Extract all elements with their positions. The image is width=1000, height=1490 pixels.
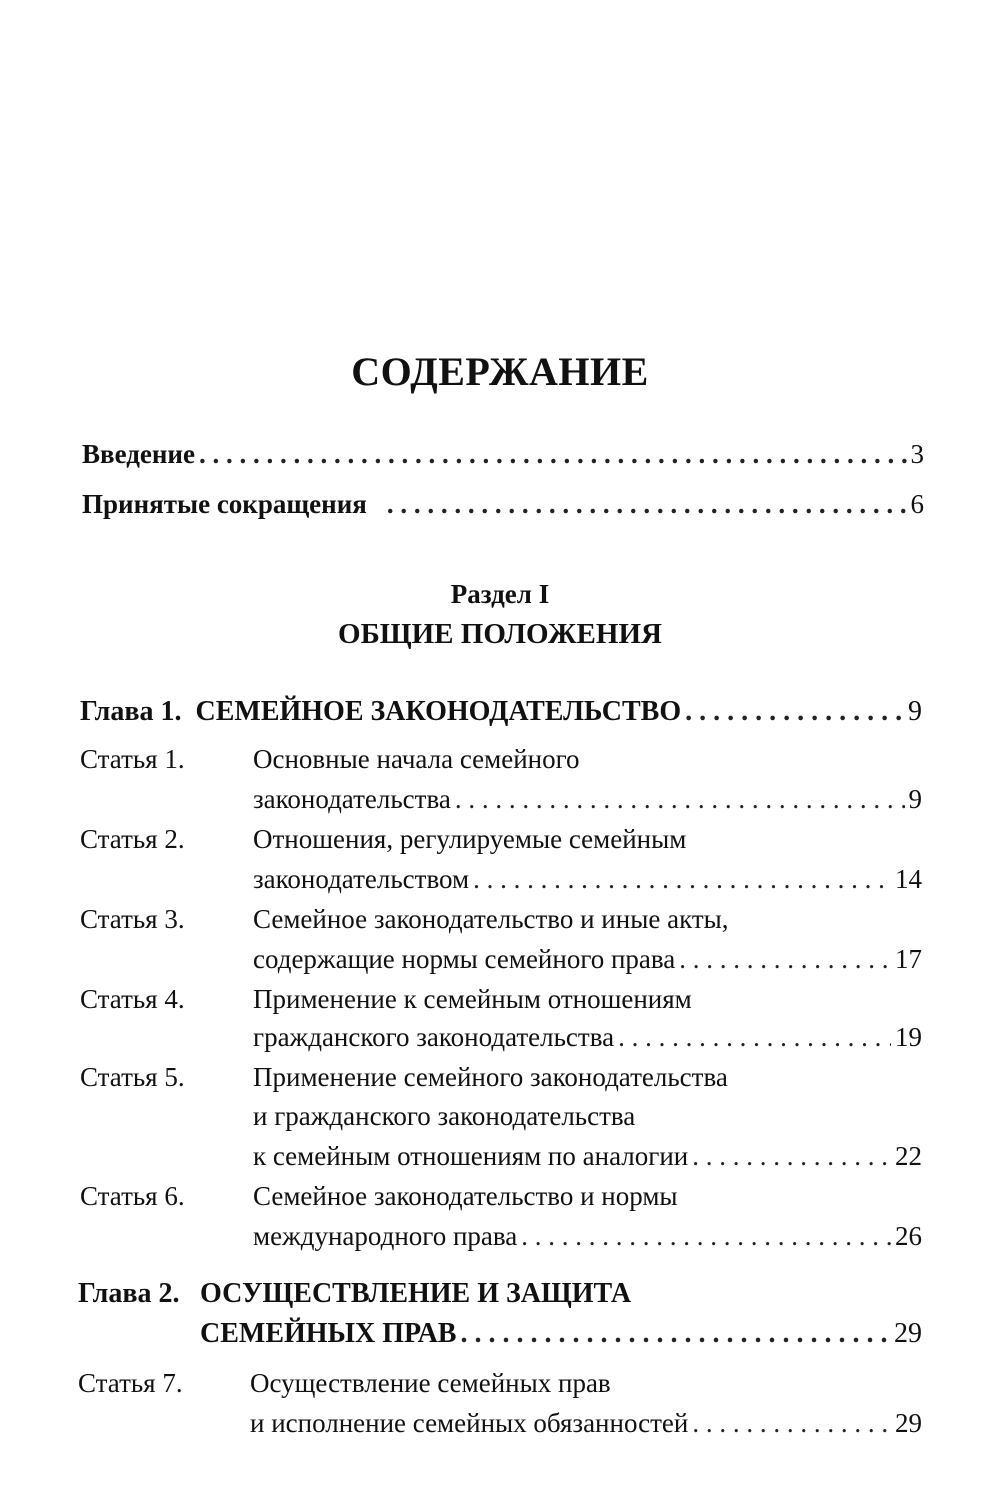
article-page: 19 [895,1022,922,1052]
article-page: 22 [895,1141,922,1171]
toc-entry-article-2[interactable] [253,862,922,896]
article-title-line: Основные начала семейного [253,744,580,774]
article-label: Статья 3. [80,904,185,934]
chapter-title: СЕМЕЙНОЕ ЗАКОНОДАТЕЛЬСТВО [195,696,682,727]
article-title-line: содержащие нормы семейного права [253,944,676,974]
chapter-label: Глава 1. [80,696,182,727]
chapter-label: Глава 2. [78,1278,180,1309]
toc-entry-page: 6 [910,489,924,519]
leader-dots [679,942,891,976]
leader-dots [692,1139,891,1173]
article-label: Статья 4. [80,984,185,1014]
article-title-line: Применение к семейным отношениям [253,984,692,1014]
toc-entry-article-4[interactable] [253,1020,922,1054]
chapter-page: 9 [908,696,922,727]
article-title-line: к семейным отношениям по аналогии [253,1141,689,1171]
leader-dots [685,695,904,729]
article-title-line: законодательством [253,864,470,894]
article-label: Статья 2. [80,824,185,854]
toc-entry-chapter-2[interactable] [200,1317,922,1351]
article-title-line: Применение семейного законодательства [253,1062,728,1092]
article-label: Статья 5. [80,1062,185,1092]
article-title-line: Отношения, регулируемые семейным [253,824,687,854]
toc-entry-article-3[interactable] [253,942,922,976]
toc-entry-article-5[interactable] [253,1139,922,1173]
leader-dots [460,1317,890,1351]
leader-dots [455,782,905,816]
toc-entry-label: Принятые сокращения [82,489,367,519]
article-title-line: гражданского законодательства [253,1022,615,1052]
article-page: 26 [895,1221,922,1251]
article-page: 17 [895,944,922,974]
article-label: Статья 7. [78,1368,183,1398]
page-title: СОДЕРЖАНИЕ [351,349,649,394]
section-title: ОБЩИЕ ПОЛОЖЕНИЯ [338,618,662,650]
article-page: 9 [908,784,922,814]
toc-entry-article-1[interactable] [253,782,922,816]
leader-dots [387,487,907,521]
leader-dots [199,437,907,471]
article-page: 29 [895,1408,922,1438]
article-title-line: Семейное законодательство и нормы [253,1181,678,1211]
chapter-page: 29 [894,1318,922,1349]
leader-dots [521,1219,891,1253]
toc-entry-article-6[interactable] [253,1219,922,1253]
section-label: Раздел I [450,579,550,609]
article-label: Статья 6. [80,1181,185,1211]
article-title-line: Осуществление семейных прав [250,1368,611,1398]
chapter-title: ОСУЩЕСТВЛЕНИЕ И ЗАЩИТА [200,1278,632,1309]
toc-entry-abbreviations[interactable] [82,487,924,521]
leader-dots [618,1020,891,1054]
article-label: Статья 1. [80,744,185,774]
toc-entry-page: 3 [910,439,924,469]
toc-entry-chapter-1[interactable] [80,695,922,729]
leader-dots [473,862,891,896]
article-title-line: законодательства [253,784,451,814]
toc-entry-label: Введение [82,439,195,469]
article-title-line: и исполнение семейных обязанностей [250,1408,689,1438]
leader-dots [692,1406,891,1440]
article-title-line: Семейное законодательство и иные акты, [253,904,729,934]
toc-entry-article-7[interactable] [250,1406,922,1440]
toc-entry-introduction[interactable] [82,437,924,471]
article-page: 14 [895,864,922,894]
article-title-line: международного права [253,1221,518,1251]
chapter-title: СЕМЕЙНЫХ ПРАВ [200,1318,457,1349]
article-title-line: и гражданского законодательства [253,1101,636,1131]
